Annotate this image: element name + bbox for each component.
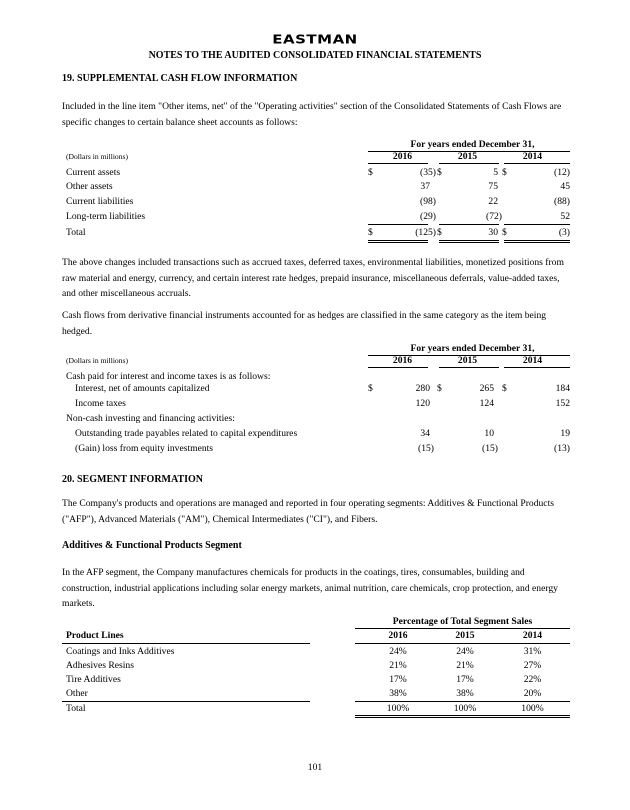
t1-row-label: Current assets xyxy=(66,167,121,178)
t2-group-label: Cash paid for interest and income taxes is as follows: xyxy=(66,371,271,382)
t3-year-2016: 2016 xyxy=(388,630,408,641)
t2-cell: 280 xyxy=(415,383,430,394)
t1-total-label: Total xyxy=(66,227,86,238)
t2-cell: (15) xyxy=(418,443,434,454)
page-header: NOTES TO THE AUDITED CONSOLIDATED FINANCIAL STATEMENTS xyxy=(148,50,482,61)
t1-cell: (72) xyxy=(486,211,502,222)
t2-unit-label: (Dollars in millions) xyxy=(66,356,129,365)
t2-cell: 19 xyxy=(560,428,570,439)
afp-heading: Additives & Functional Products Segment xyxy=(62,540,242,551)
t2-year-2016: 2016 xyxy=(392,355,413,366)
t2-row-label: Income taxes xyxy=(75,398,126,409)
t3-year-2015: 2015 xyxy=(455,630,475,641)
section-20-heading: 20. SEGMENT INFORMATION xyxy=(62,474,204,485)
t3-cell: 24% xyxy=(456,646,474,657)
t1-total-cell: 30 xyxy=(488,227,498,238)
t3-cell: 24% xyxy=(389,646,407,657)
t1-cell: (35) xyxy=(420,167,436,178)
t3-total-cell: 100% xyxy=(386,703,410,714)
t1-period-header: For years ended December 31, xyxy=(410,139,535,150)
t2-row-label: Interest, net of amounts capitalized xyxy=(75,383,210,394)
t2-dollar-sign: $ xyxy=(502,383,507,394)
t1-cell: 22 xyxy=(488,196,498,207)
section-19-hedge-text: Cash flows from derivative financial instruments accounted for as hedges are classified in the same category as the item being hedged. xyxy=(62,310,547,337)
t3-cell: 22% xyxy=(523,674,542,685)
t1-dollar-sign: $ xyxy=(368,167,373,178)
t1-total-cell: (3) xyxy=(558,227,570,238)
t2-cell: (13) xyxy=(554,443,570,454)
t2-year-2014: 2014 xyxy=(522,355,543,366)
t1-row-label: Long-term liabilities xyxy=(66,211,146,222)
t3-cell: 21% xyxy=(456,660,474,671)
t1-dollar-sign: $ xyxy=(502,167,507,178)
t3-cell: 20% xyxy=(523,688,542,699)
section-19-intro: Included in the line item "Other items, net" of the "Operating activities" section of the Consolidated Statements of Cash Flows are specific changes to certain balance sheet accounts as follows: xyxy=(62,101,562,128)
t3-row-label: Other xyxy=(66,688,88,699)
t3-cell: 38% xyxy=(456,688,474,699)
t3-cell: 17% xyxy=(389,674,407,685)
t3-row-label: Tire Additives xyxy=(66,674,121,685)
t3-row-label: Adhesives Resins xyxy=(66,660,134,671)
t2-dollar-sign: $ xyxy=(437,383,442,394)
t3-cell: 21% xyxy=(389,660,407,671)
section-19-heading: 19. SUPPLEMENTAL CASH FLOW INFORMATION xyxy=(62,73,298,84)
t1-row-label: Current liabilities xyxy=(66,196,134,207)
t1-year-2016: 2016 xyxy=(392,151,413,162)
t2-cell: 120 xyxy=(415,398,430,409)
page-number: 101 xyxy=(307,762,323,773)
t3-total-cell: 100% xyxy=(453,703,477,714)
t2-row-label: Outstanding trade payables related to capital expenditures xyxy=(75,428,298,439)
t1-dollar-sign: $ xyxy=(437,167,442,178)
t3-total-label: Total xyxy=(66,703,86,714)
t1-cell: 37 xyxy=(420,181,430,192)
t1-cell: (98) xyxy=(420,196,436,207)
t2-year-2015: 2015 xyxy=(457,355,478,366)
t2-dollar-sign: $ xyxy=(368,383,373,394)
t2-cell: 184 xyxy=(555,383,570,394)
t1-row-label: Other assets xyxy=(66,181,113,192)
t3-super-header: Percentage of Total Segment Sales xyxy=(392,616,533,627)
t1-year-2015: 2015 xyxy=(457,151,478,162)
t3-col-label: Product Lines xyxy=(66,630,124,641)
t2-cell: 265 xyxy=(479,383,494,394)
t1-cell: (88) xyxy=(554,196,570,207)
t3-total-cell: 100% xyxy=(521,703,544,714)
t3-year-2014: 2014 xyxy=(522,630,543,641)
t1-cell: (29) xyxy=(420,211,436,222)
t1-cell: 45 xyxy=(560,181,570,192)
t2-cell: (15) xyxy=(482,443,498,454)
company-logo: EASTMAN xyxy=(272,31,358,47)
t1-dollar-sign: $ xyxy=(502,227,507,238)
t3-cell: 17% xyxy=(456,674,474,685)
section-20-intro: The Company's products and operations are managed and reported in four operating segments: Additives & Functional Products ("AFP"), Advanced Materials ("AM"), Chemical Intermediates ("CI"), and Fibers. xyxy=(62,498,554,525)
t2-cell: 34 xyxy=(420,428,430,439)
t3-cell: 38% xyxy=(389,688,407,699)
t1-dollar-sign: $ xyxy=(437,227,442,238)
t2-row-label: (Gain) loss from equity investments xyxy=(75,443,214,454)
t3-cell: 31% xyxy=(523,646,542,657)
t2-cell: 124 xyxy=(479,398,494,409)
t1-year-2014: 2014 xyxy=(522,151,543,162)
afp-text: In the AFP segment, the Company manufactures chemicals for products in the coatings, tires, consumables, building and construction, industrial applications including solar energy markets, animal nutrition, care chemicals, crop protection, and energy markets. xyxy=(62,567,558,609)
t3-cell: 27% xyxy=(523,660,542,671)
t1-dollar-sign: $ xyxy=(368,227,373,238)
t1-cell: 5 xyxy=(493,167,498,178)
t2-period-header: For years ended December 31, xyxy=(410,343,535,354)
t1-total-cell: (125) xyxy=(415,227,436,238)
t3-row-label: Coatings and Inks Additives xyxy=(66,646,175,657)
section-19-after-text: The above changes included transactions such as accrued taxes, deferred taxes, environmental liabilities, monetized positions from raw material and energy, currency, and certain interest rate hedges, prepaid insurance, miscellaneous deferrals, value-added taxes, and other miscellaneous accruals. xyxy=(62,257,564,299)
t1-cell: 52 xyxy=(560,211,570,222)
t2-cell: 152 xyxy=(555,398,570,409)
t1-cell: 75 xyxy=(488,181,498,192)
t2-group-label: Non-cash investing and financing activities: xyxy=(66,413,235,424)
t1-cell: (12) xyxy=(554,167,570,178)
t1-unit-label: (Dollars in millions) xyxy=(66,152,129,161)
t2-cell: 10 xyxy=(484,428,494,439)
